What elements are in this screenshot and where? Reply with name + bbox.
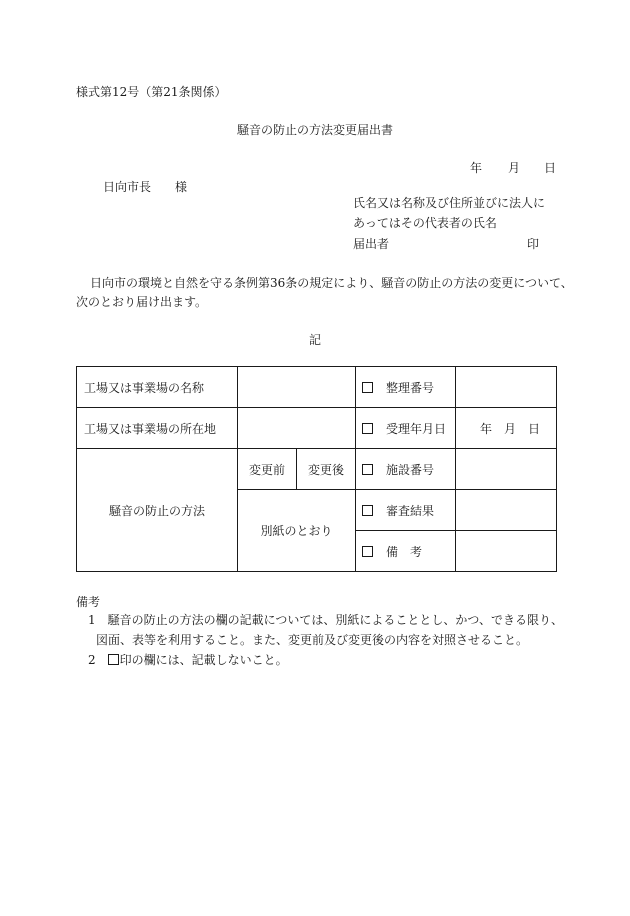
checkbox-icon xyxy=(108,654,119,665)
remarks-cell xyxy=(356,531,456,572)
factory-address-field[interactable] xyxy=(238,408,356,449)
note-2-number: 2 xyxy=(88,653,96,667)
addressee: 日向市長 様 xyxy=(103,180,188,194)
factory-name-label: 工場又は事業場の名称 xyxy=(77,367,238,408)
date-day: 日 xyxy=(544,161,557,175)
received-date-cell xyxy=(356,408,456,449)
applicant-label-line3: 届出者 xyxy=(353,237,390,251)
checkbox-icon xyxy=(362,464,373,475)
received-date-label: 受理年月日 xyxy=(386,421,447,436)
note-1-line2: 図面、表等を利用すること。また、変更前及び変更後の内容を対照させること。 xyxy=(96,633,529,647)
ki-heading: 記 xyxy=(308,333,321,347)
table-row xyxy=(77,449,557,490)
facility-number-field[interactable] xyxy=(456,449,557,490)
remarks-label: 備 考 xyxy=(386,544,423,559)
note-1 xyxy=(88,614,563,626)
body-text-line1: 日向市の環境と自然を守る条例第36条の規定により、騒音の防止の方法の変更について、 xyxy=(90,276,573,290)
ref-number-label: 整理番号 xyxy=(386,380,435,395)
table-row xyxy=(77,367,557,408)
checkbox-icon xyxy=(362,382,373,393)
ref-number-cell xyxy=(356,367,456,408)
ref-number-field[interactable] xyxy=(456,367,557,408)
notes-heading: 備考 xyxy=(76,595,101,609)
date-line xyxy=(470,162,556,174)
factory-name-field[interactable] xyxy=(238,367,356,408)
note-2 xyxy=(88,654,288,666)
date-month: 月 xyxy=(508,161,521,175)
review-result-field[interactable] xyxy=(456,490,557,531)
after-change-header: 変更後 xyxy=(297,449,356,490)
form-number: 様式第12号（第21条関係） xyxy=(76,85,227,99)
separate-sheet-note: 別紙のとおり xyxy=(238,490,356,572)
date-year: 年 xyxy=(470,161,483,175)
seal-mark: 印 xyxy=(527,237,540,251)
factory-address-label: 工場又は事業場の所在地 xyxy=(77,408,238,449)
applicant-label-line2: あってはその代表者の氏名 xyxy=(353,216,497,230)
note-1-number: 1 xyxy=(88,613,96,627)
facility-number-label: 施設番号 xyxy=(386,462,435,477)
body-text-line2: 次のとおり届け出ます。 xyxy=(76,295,208,309)
document-title: 騒音の防止の方法変更届出書 xyxy=(236,123,393,137)
applicant-label-line1: 氏名又は名称及び住所並びに法人に xyxy=(353,196,546,210)
table-row xyxy=(77,408,557,449)
facility-number-cell xyxy=(356,449,456,490)
remarks-field[interactable] xyxy=(456,531,557,572)
before-change-header: 変更前 xyxy=(238,449,297,490)
checkbox-icon xyxy=(362,423,373,434)
note-1-line1: 騒音の防止の方法の欄の記載については、別紙によることとし、かつ、できる限り、 xyxy=(107,613,563,627)
checkbox-icon xyxy=(362,546,373,557)
review-result-cell xyxy=(356,490,456,531)
form-table xyxy=(76,366,557,572)
noise-prevention-method-label: 騒音の防止の方法 xyxy=(77,449,238,572)
review-result-label: 審査結果 xyxy=(386,503,435,518)
note-2-text: 印の欄には、記載しないこと。 xyxy=(119,653,288,667)
received-date-field[interactable]: 年 月 日 xyxy=(456,408,557,449)
checkbox-icon xyxy=(362,505,373,516)
